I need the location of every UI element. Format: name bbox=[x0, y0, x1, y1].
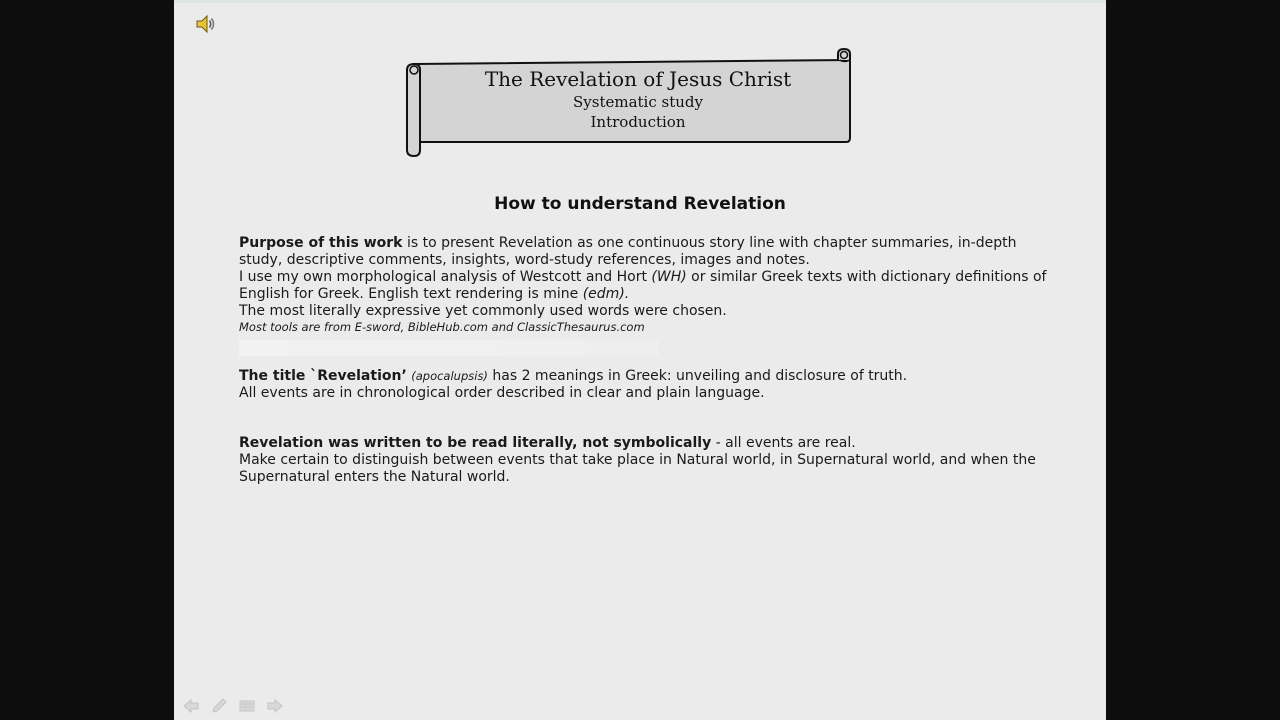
purpose-text: is to present Revelation as one continuous story line with chapter summaries, in-depth study, descriptive comments, insights, word-study references, images and notes. bbox=[239, 235, 1017, 268]
section-literal bbox=[239, 435, 1057, 486]
worlds-paragraph: Make certain to distinguish between events that take place in Natural world, in Supernatural world, and when the Supernatural enters the Natural world. bbox=[239, 452, 1036, 485]
section-purpose bbox=[239, 235, 1057, 335]
wh-abbrev: (WH) bbox=[651, 269, 687, 285]
title-meaning-text: has 2 meanings in Greek: unveiling and disclosure of truth. bbox=[487, 368, 908, 384]
words-paragraph: The most literally expressive yet commonly used words were chosen. bbox=[239, 303, 727, 319]
sources-text-a: I use my own morphological analysis of Westcott and Hort bbox=[239, 269, 652, 285]
edm-abbrev: (edm). bbox=[582, 286, 630, 302]
greek-term: (apocalupsis) bbox=[411, 369, 488, 383]
slide-heading: How to understand Revelation bbox=[494, 194, 786, 214]
purpose-label: Purpose of this work bbox=[239, 235, 403, 251]
purpose-paragraph bbox=[239, 235, 1057, 269]
prev-icon[interactable] bbox=[182, 698, 200, 714]
presentation-title: The Revelation of Jesus Christ bbox=[484, 67, 792, 91]
title-meaning-paragraph bbox=[239, 368, 1057, 385]
slide bbox=[174, 0, 1106, 720]
next-icon[interactable] bbox=[266, 698, 284, 714]
title-label: The title `Revelation’ bbox=[239, 368, 407, 384]
presentation-subtitle: Systematic study bbox=[573, 93, 703, 111]
faded-line bbox=[239, 340, 659, 356]
chronology-paragraph: All events are in chronological order described in clear and plain language. bbox=[239, 385, 765, 401]
slide-navigation bbox=[182, 698, 284, 714]
scroll-text bbox=[424, 66, 852, 132]
section-title-meaning bbox=[239, 368, 1057, 402]
presentation-subtitle-2: Introduction bbox=[590, 113, 686, 131]
literal-label: Revelation was written to be read literally, not symbolically bbox=[239, 435, 712, 451]
tools-note: Most tools are from E-sword, BibleHub.com and ClassicThesaurus.com bbox=[239, 320, 645, 334]
title-scroll bbox=[404, 46, 856, 160]
menu-icon[interactable] bbox=[238, 698, 256, 714]
literal-paragraph bbox=[239, 435, 1057, 452]
sources-text-b: or similar Greek texts with dictionary definitions of English for Greek. English text rendering is mine bbox=[239, 269, 1047, 302]
pen-icon[interactable] bbox=[210, 698, 228, 714]
speaker-icon[interactable] bbox=[194, 12, 218, 36]
sources-paragraph bbox=[239, 269, 1057, 303]
literal-text: - all events are real. bbox=[711, 435, 856, 451]
